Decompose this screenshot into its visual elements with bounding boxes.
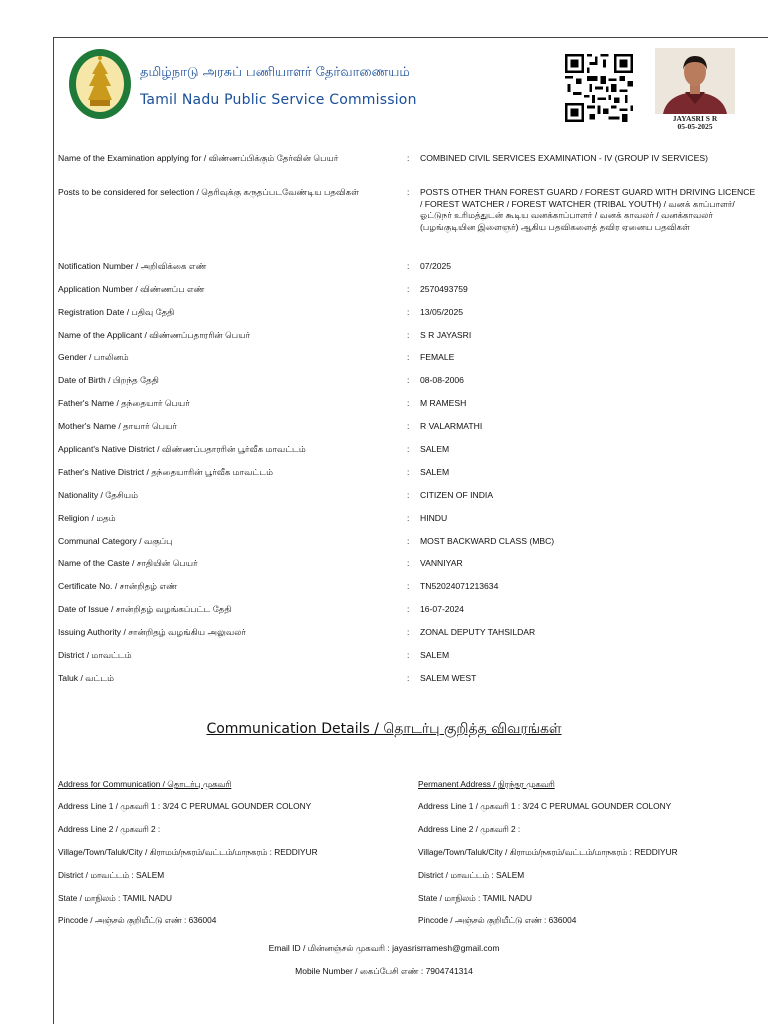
field-colon: : — [407, 536, 410, 546]
perm-address-heading: Permanent Address / நிரந்தர முகவரி — [418, 779, 555, 789]
field-label: Issuing Authority / சான்றிதழ் வழங்கிய அலுவலர் — [58, 627, 246, 637]
field-value: 16-07-2024 — [420, 604, 464, 614]
field-label: Father's Name / தந்தையார் பெயர் — [58, 398, 190, 408]
photo-caption-name: JAYASRI S R — [672, 114, 718, 123]
tnpsc-emblem-logo — [68, 48, 132, 120]
field-colon: : — [407, 284, 410, 294]
comm-address-line1: Address Line 1 / முகவரி 1 : 3/24 C PERUMAL GOUNDER COLONY — [58, 801, 312, 811]
field-label: Name of the Applicant / விண்ணப்பதாரரின் பெயர் — [58, 330, 251, 340]
field-value: SALEM — [420, 444, 450, 454]
qr-code — [565, 54, 633, 122]
field-label: Communal Category / வகுப்பு — [58, 536, 173, 546]
mobile-number: Mobile Number / கைப்பேசி எண் : 7904741314 — [295, 966, 473, 976]
field-value: VANNIYAR — [420, 558, 463, 568]
field-value: TN52024071213634 — [420, 581, 499, 591]
field-label: Religion / மதம் — [58, 513, 116, 523]
field-label: Mother's Name / தாயார் பெயர் — [58, 421, 177, 431]
org-name-tamil: தமிழ்நாடு அரசுப் பணியாளர் தேர்வாணையம் — [140, 65, 410, 80]
field-colon: : — [407, 558, 410, 568]
field-value: S R JAYASRI — [420, 330, 472, 340]
field-label: Posts to be considered for selection / தெரிவுக்கு கருதப்படவேண்டிய பதவிகள் — [58, 187, 360, 197]
field-colon: : — [407, 604, 410, 614]
field-colon: : — [407, 307, 410, 317]
comm-address-line2: Address Line 2 / முகவரி 2 : — [58, 824, 161, 834]
field-colon: : — [407, 261, 410, 271]
field-label: Certificate No. / சான்றிதழ் எண் — [58, 581, 178, 591]
field-colon: : — [407, 650, 410, 660]
field-label: Notification Number / அறிவிக்கை எண் — [58, 261, 207, 271]
field-label: District / மாவட்டம் — [58, 650, 132, 660]
field-value: 2570493759 — [420, 284, 468, 294]
field-label: Application Number / விண்ணப்ப எண் — [58, 284, 205, 294]
field-label: Father's Native District / தந்தையாரின் பூர்வீக மாவட்டம் — [58, 467, 274, 477]
photo-caption-date: 05-05-2025 — [677, 122, 713, 131]
perm-address-line1: Address Line 1 / முகவரி 1 : 3/24 C PERUMAL GOUNDER COLONY — [418, 801, 672, 811]
field-value: COMBINED CIVIL SERVICES EXAMINATION - IV (GROUP IV SERVICES) — [420, 153, 708, 163]
field-value: R VALARMATHI — [420, 421, 483, 431]
field-colon: : — [407, 581, 410, 591]
field-value: MOST BACKWARD CLASS (MBC) — [420, 536, 555, 546]
field-colon: : — [407, 187, 410, 197]
field-colon: : — [407, 421, 410, 431]
org-name-english: Tamil Nadu Public Service Commission — [140, 92, 417, 108]
field-value: HINDU — [420, 513, 448, 523]
field-label: Nationality / தேசியம் — [58, 490, 138, 500]
perm-address-line2: Address Line 2 / முகவரி 2 : — [418, 824, 521, 834]
field-colon: : — [407, 467, 410, 477]
communication-details-title: Communication Details / தொடர்பு குறித்த விவரங்கள் — [206, 721, 562, 737]
field-label: Applicant's Native District / விண்ணப்பதாரரின் பூர்வீக மாவட்டம் — [58, 444, 306, 454]
field-value: M RAMESH — [420, 398, 467, 408]
field-value: 13/05/2025 — [420, 307, 464, 317]
field-label: Name of the Examination applying for / விண்ணப்பிக்கும் தேர்வின் பெயர் — [58, 153, 339, 163]
field-label: Date of Birth / பிறந்த தேதி — [58, 375, 159, 385]
field-colon: : — [407, 375, 410, 385]
field-value: FEMALE — [420, 352, 455, 362]
field-value: 07/2025 — [420, 261, 452, 271]
comm-address-pincode: Pincode / அஞ்சல் குறியீட்டு எண் : 636004 — [58, 915, 217, 925]
perm-address-district: District / மாவட்டம் : SALEM — [418, 870, 525, 880]
perm-address-village: Village/Town/Taluk/City / கிராமம்/நகரம்/வட்டம்/மாநகரம் : REDDIYUR — [418, 847, 678, 857]
perm-address-pincode: Pincode / அஞ்சல் குறியீட்டு எண் : 636004 — [418, 915, 577, 925]
comm-address-district: District / மாவட்டம் : SALEM — [58, 870, 165, 880]
email-id: Email ID / மின்னஞ்சல் முகவரி : jayasrisrramesh@gmail.com — [268, 943, 500, 953]
field-value: ZONAL DEPUTY TAHSILDAR — [420, 627, 536, 637]
field-label: Gender / பாலினம் — [58, 352, 129, 362]
perm-address-state: State / மாநிலம் : TAMIL NADU — [418, 893, 532, 903]
field-colon: : — [407, 490, 410, 500]
comm-address-village: Village/Town/Taluk/City / கிராமம்/நகரம்/வட்டம்/மாநகரம் : REDDIYUR — [58, 847, 318, 857]
field-value: POSTS OTHER THAN FOREST GUARD / FOREST GUARD WITH DRIVING LICENCE / FOREST WATCHER / FOREST WATCHER (TRIBAL YOUTH) / வனக் காப்பாளர்/ ஓட்டுநர் உரிமத்துடன் கூடிய வனக்காப்பாளர் / வனக் காவலர் / வனக்காவலர் (பழங்குடியின இளைஞர்) ஆகிய பதவிகளைத் தவிர ஏனைய பதவிகள் — [420, 187, 756, 232]
field-value: SALEM — [420, 650, 450, 660]
field-label: Taluk / வட்டம் — [58, 673, 115, 683]
field-label: Date of Issue / சான்றிதழ் வழங்கப்பட்ட தேதி — [58, 604, 232, 614]
field-value: 08-08-2006 — [420, 375, 464, 385]
comm-address-heading: Address for Communication / தொடர்பு முகவரி — [58, 779, 232, 789]
field-colon: : — [407, 513, 410, 523]
field-colon: : — [407, 627, 410, 637]
comm-address-state: State / மாநிலம் : TAMIL NADU — [58, 893, 172, 903]
field-colon: : — [407, 330, 410, 340]
field-colon: : — [407, 153, 410, 163]
field-value: SALEM — [420, 467, 450, 477]
field-value: CITIZEN OF INDIA — [420, 490, 494, 500]
field-colon: : — [407, 444, 410, 454]
applicant-photo — [655, 48, 735, 114]
field-colon: : — [407, 673, 410, 683]
field-colon: : — [407, 352, 410, 362]
field-label: Registration Date / பதிவு தேதி — [58, 307, 175, 317]
field-label: Name of the Caste / சாதியின் பெயர் — [58, 558, 198, 568]
field-colon: : — [407, 398, 410, 408]
field-value: SALEM WEST — [420, 673, 477, 683]
